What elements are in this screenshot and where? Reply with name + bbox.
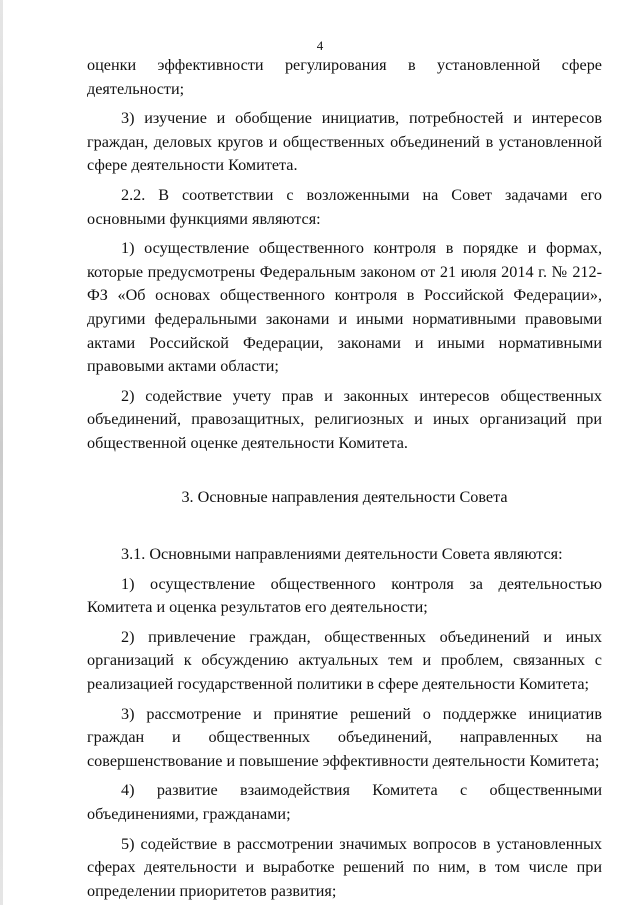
paragraph-2-1-cont: оценки эффективности регулирования в установленной сфере деятельности; xyxy=(87,56,602,98)
paragraph-3-1: 3.1. Основными направлениями деятельности Совета являются: xyxy=(121,545,563,564)
paragraph-3-1-item-5: 5) содействие в рассмотрении значимых вопросов в установленных сферах деятельности и выработке решений по ним, в том числе при определении приоритетов развития; xyxy=(87,834,602,900)
paragraph-2-2-item-1: 1) осуществление общественного контроля в порядке и формах, которые предусмотрены Федеральным законом от 21 июля 2014 г. № 212-ФЗ «Об основах общественного контроля в Российской Федерации», другими федеральными законами и иными нормативными правовыми актами Российской Федерации, законами и иными нормативными правовыми актами области; xyxy=(87,239,602,376)
paragraph-3-1-item-4: 4) развитие взаимодействия Комитета с общественными объединениями, гражданами; xyxy=(87,781,602,824)
paragraph-3-1-item-3: 3) рассмотрение и принятие решений о поддержке инициатив граждан и общественных объединений, направленных на совершенствование и повышение эффективности деятельности Комитета; xyxy=(87,704,602,770)
page-number: 4 xyxy=(316,38,324,53)
paragraph-2-2-item-2: 2) содействие учету прав и законных интересов общественных объединений, правозащитных, религиозных и иных организаций при общественной оценке деятельности Комитета. xyxy=(87,386,602,452)
document-body xyxy=(87,54,602,903)
paragraph-3-1-item-1: 1) осуществление общественного контроля за деятельностью Комитета и оценка результатов его деятельности; xyxy=(87,574,602,617)
scan-edge xyxy=(0,0,3,905)
paragraph-3-1-item-2: 2) привлечение граждан, общественных объединений и иных организаций к обсуждению актуальных тем и проблем, связанных с реализацией государственной политики в сфере деятельности Комитета; xyxy=(87,627,602,694)
paragraph-2-1-item-3: 3) изучение и обобщение инициатив, потребностей и интересов граждан, деловых кругов и общественных объединений в установленной сфере деятельности Комитета. xyxy=(87,109,602,175)
section-3-heading: 3. Основные направления деятельности Совета xyxy=(181,487,508,506)
paragraph-2-2: 2.2. В соответствии с возложенными на Совет задачами его основными функциями являются: xyxy=(87,185,602,228)
